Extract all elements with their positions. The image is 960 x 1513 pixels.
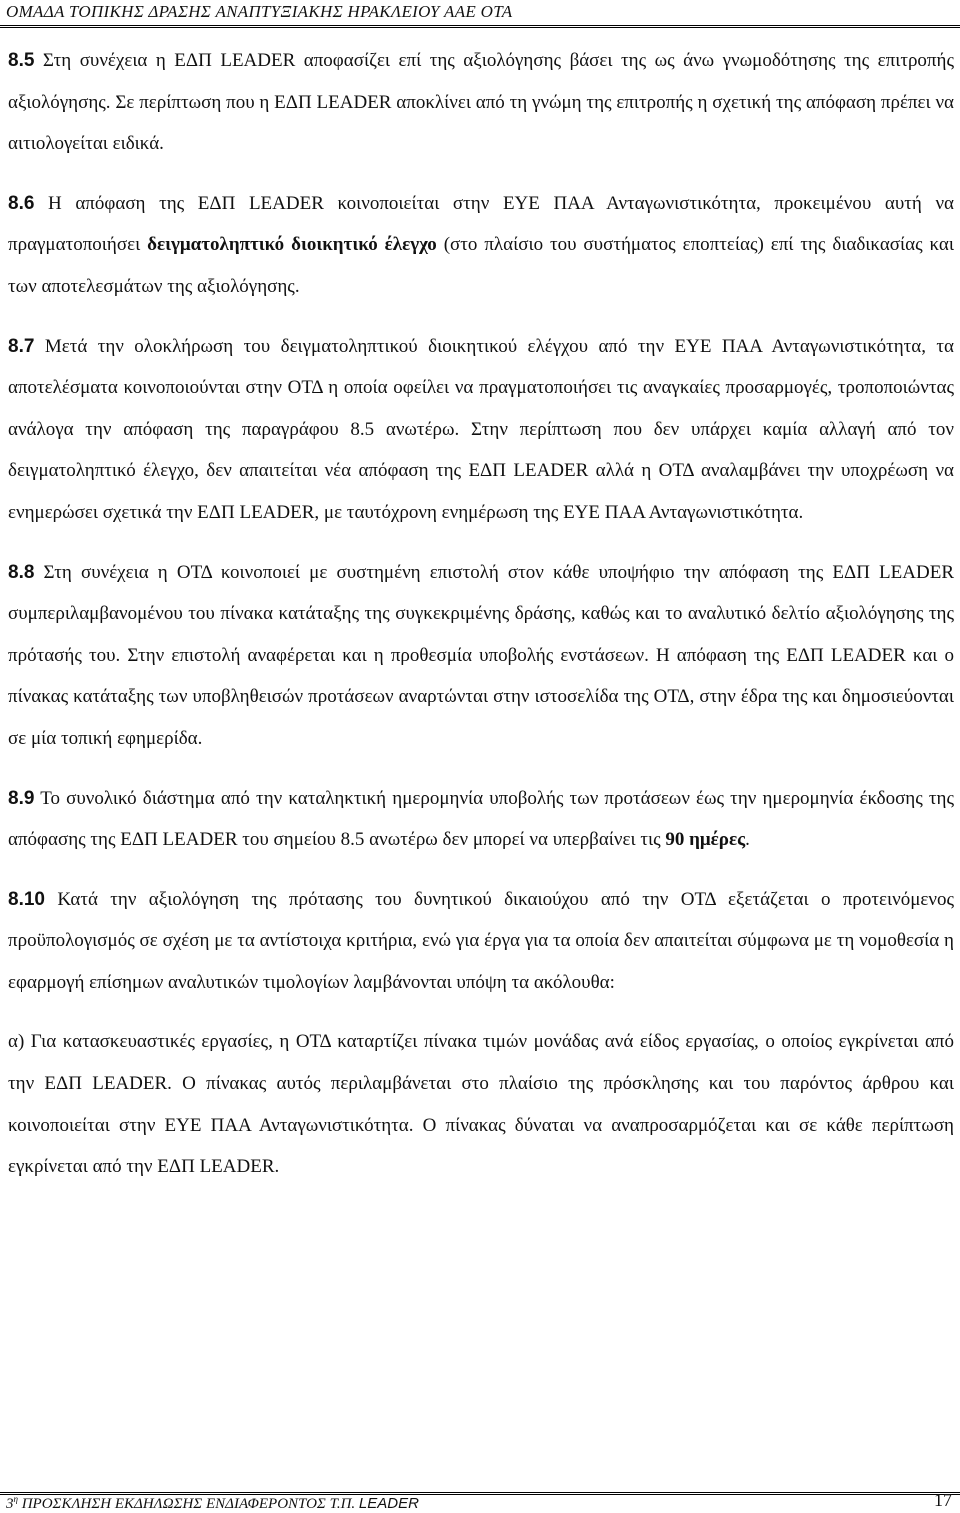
- page-footer: [6, 1494, 419, 1513]
- paragraph-8-9: [8, 778, 954, 861]
- footer-text: ΠΡΟΣΚΛΗΣΗ ΕΚΔΗΛΩΣΗΣ ΕΝΔΙΑΦΕΡΟΝΤΟΣ Τ.Π.: [17, 1496, 359, 1512]
- page-number: 17: [934, 1490, 952, 1510]
- paragraph-8-5: [8, 40, 954, 165]
- section-number: 8.6: [8, 192, 35, 214]
- paragraph-text: Το συνολικό διάστημα από την καταληκτική ημερομηνία υποβολής των προτάσεων έως την ημερομηνία έκδοσης της απόφασης της ΕΔΠ LEADER του σημείου 8.5 ανωτέρω δεν μπορεί να υπερβαίνει τις: [8, 787, 954, 851]
- section-number: 8.5: [8, 50, 35, 71]
- paragraph-text: Κατά την αξιολόγηση της πρότασης του δυνητικού δικαιούχου από την ΟΤΔ εξετάζεται ο προτεινόμενος προϋπολογισμός σε σχέση με τα αντίστοιχα κριτήρια, ενώ για έργα για τα οποία δεν απαιτείται σύμφωνα με τη νομοθεσία η εφαρμογή επίσημων αναλυτικών τιμολογίων λαμβάνονται υπόψη τα ακόλουθα:: [8, 888, 954, 993]
- bold-phrase: 90 ημέρες: [665, 829, 746, 851]
- section-number: 8.7: [8, 335, 35, 357]
- list-item-a: [8, 1021, 954, 1187]
- section-number: 8.9: [8, 787, 35, 809]
- paragraph-text: Μετά την ολοκλήρωση του δειγματοληπτικού διοικητικού ελέγχου από την ΕΥΕ ΠΑΑ Ανταγωνιστικότητα, τα αποτελέσματα κοινοποιούνται στην ΟΤΔ η οποία οφείλει να πραγματοποιήσει τις αναγκαίες προσαρμογές, τροποποιώντας ανάλογα την απόφαση της παραγράφου 8.5 ανωτέρω. Στην περίπτωση που δεν υπάρχει καμία αλλαγή από τον δειγματοληπτικό έλεγχο, δεν απαιτείται νέα απόφαση της ΕΔΠ LEADER αλλά η ΟΤΔ αναλαμβάνει την υποχρέωση να ενημερώσει σχετικά την ΕΔΠ LEADER, με ταυτόχρονη ενημέρωση της ΕΥΕ ΠΑΑ Ανταγωνιστικότητα.: [8, 335, 954, 523]
- paragraph-text: α) Για κατασκευαστικές εργασίες, η ΟΤΔ καταρτίζει πίνακα τιμών μονάδας ανά είδος εργασίας, ο οποίος εγκρίνεται από την ΕΔΠ LEADER. Ο πίνακας αυτός περιλαμβάνεται στο πλαίσιο της πρόσκλησης και του παρόντος άρθρου και κοινοποιείται στην ΕΥΕ ΠΑΑ Ανταγωνιστικότητα. Ο πίνακας δύναται να αναπροσαρμόζεται και σε κάθε περίπτωση εγκρίνεται από την ΕΔΠ LEADER.: [8, 1031, 954, 1178]
- footer-number: 3: [6, 1496, 14, 1512]
- paragraph-8-7: [8, 326, 954, 534]
- bold-phrase: δειγματοληπτικό διοικητικό έλεγχο: [147, 234, 437, 256]
- paragraph-text: (στο πλαίσιο του συστήματος εποπτείας) επί της διαδικασίας και των αποτελεσμάτων της αξιολόγησης.: [8, 234, 954, 297]
- paragraph-8-10: [8, 879, 954, 1004]
- page-header: ΟΜΑΔΑ ΤΟΠΙΚΗΣ ΔΡΑΣΗΣ ΑΝΑΠΤΥΞΙΑΚΗΣ ΗΡΑΚΛΕΙΟΥ ΑΑΕ ΟΤΑ: [6, 2, 513, 21]
- paragraph-text: Η απόφαση της ΕΔΠ LEADER κοινοποιείται στην ΕΥΕ ΠΑΑ Ανταγωνιστικότητα, προκειμένου αυτή να πραγματοποιήσει: [8, 192, 954, 256]
- document-body: [8, 40, 954, 1206]
- paragraph-8-6: [8, 183, 954, 308]
- header-rule: [0, 25, 960, 28]
- section-number: 8.8: [8, 561, 35, 583]
- footer-leader: LEADER: [358, 1495, 419, 1512]
- paragraph-text: Στη συνέχεια η ΕΔΠ LEADER αποφασίζει επί της αξιολόγησης βάσει της ως άνω γνωμοδότησης της επιτροπής αξιολόγησης. Σε περίπτωση που η ΕΔΠ LEADER αποκλίνει από τη γνώμη της επιτροπής η σχετική της απόφαση πρέπει να αιτιολογείται ειδικά.: [8, 50, 954, 155]
- paragraph-8-8: [8, 552, 954, 760]
- section-number: 8.10: [8, 888, 45, 910]
- footer-superscript: η: [13, 1494, 18, 1504]
- paragraph-text: .: [745, 829, 750, 851]
- paragraph-text: Στη συνέχεια η ΟΤΔ κοινοποιεί με συστημένη επιστολή στον κάθε υποψήφιο την απόφαση της ΕΔΠ LEADER συμπεριλαμβανομένου του πίνακα κατάταξης της συγκεκριμένης δράσης, καθώς και το αναλυτικό δελτίο αξιολόγησης της πρότασής του. Στην επιστολή αναφέρεται και η προθεσμία υποβολής ενστάσεων. Η απόφαση της ΕΔΠ LEADER και ο πίνακας κατάταξης των υποβληθεισών προτάσεων αναρτώνται στην ιστοσελίδα της ΟΤΔ, στην έδρα της και δημοσιεύονται σε μία τοπική εφημερίδα.: [8, 561, 954, 749]
